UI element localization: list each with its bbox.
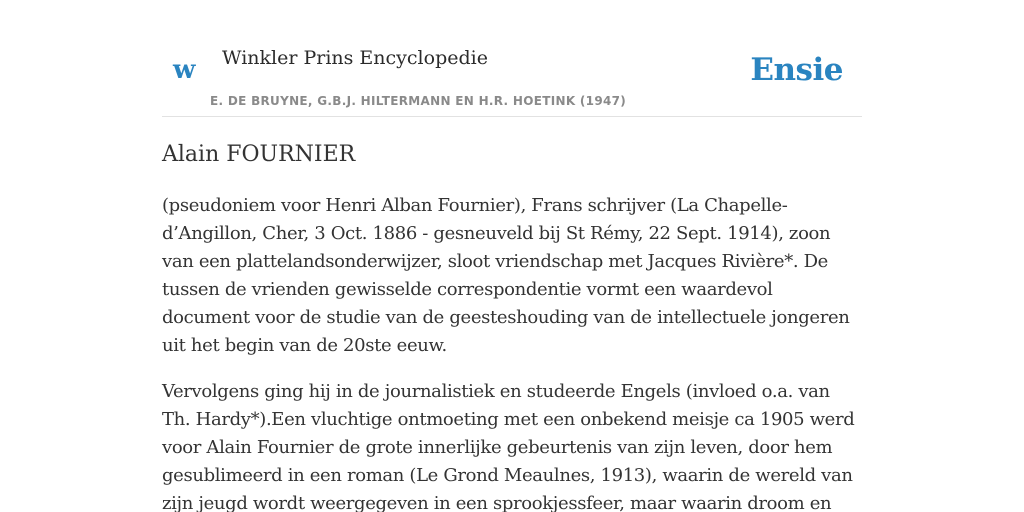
winkler-prins-logo[interactable]: w — [173, 55, 196, 85]
article-body — [162, 192, 862, 512]
ensie-logo[interactable]: Ensie — [750, 52, 843, 88]
publication-authors: E. DE BRUYNE, G.B.J. HILTERMANN EN H.R. HOETINK (1947) — [210, 94, 627, 108]
article-paragraph: (pseudoniem voor Henri Alban Fournier), Frans schrijver (La Chapelle-d’Angillon, Cher, 3 Oct. 1886 - gesneuveld bij St Rémy, 22 Sept. 1914), zoon van een plattelandsonderwijzer, sloot vriendschap met Jacques Rivière*. De tussen de vrienden gewisselde correspondentie vormt een waardevol document voor de studie van de geesteshouding van de intellectuele jongeren uit het begin van de 20ste eeuw. — [162, 195, 850, 356]
article-paragraph: Vervolgens ging hij in de journalistiek en studeerde Engels (invloed o.a. van Th. Hardy*).Een vluchtige ontmoeting met een onbekend meisje ca 1905 werd voor Alain Fournier de grote innerlijke gebeurtenis van zijn leven, door hem gesublimeerd in een roman (Le Grond Meaulnes, 1913), waarin de wereld van zijn jeugd wordt weergegeven in een sprookjessfeer, maar waarin droom en — [162, 381, 855, 512]
article-title: Alain FOURNIER — [162, 142, 356, 167]
site-header — [162, 40, 862, 117]
publication-title[interactable]: Winkler Prins Encyclopedie — [222, 47, 488, 69]
